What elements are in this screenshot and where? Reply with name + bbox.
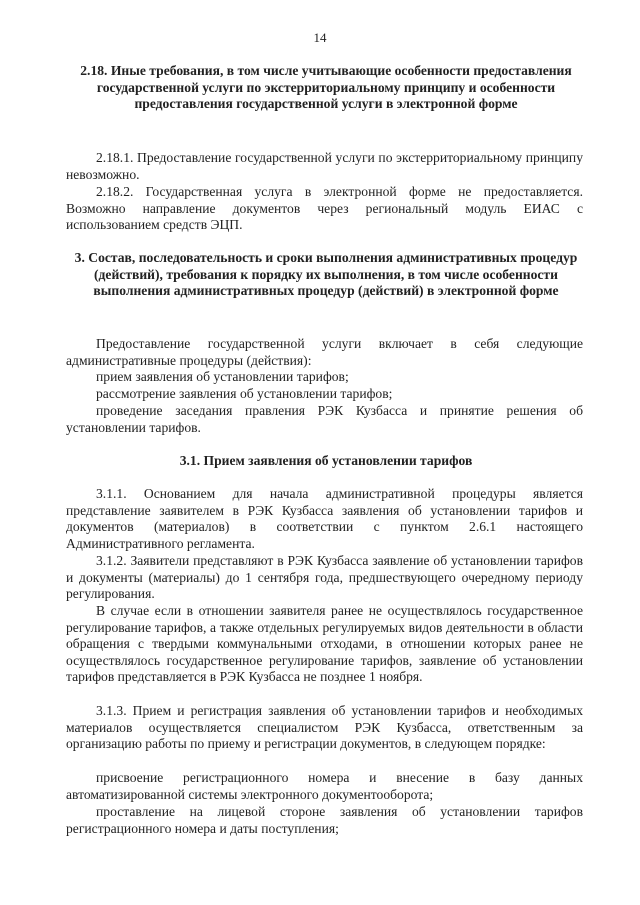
section-2-18-heading: 2.18. Иные требования, в том числе учитывающие особенности предоставления государственной услуги по экстерриториальному принципу и особенности предоставления государственной услуги в электронной форме [80, 63, 572, 112]
paragraph-3-1-3: 3.1.3. Прием и регистрация заявления об установлении тарифов и необходимых материалов осуществляется специалистом РЭК Кузбасса, ответственным за организацию работы по приему и регистрации документов, в следующем порядке: [66, 703, 583, 752]
paragraph-2-18-2: 2.18.2. Государственная услуга в электронной форме не предоставляется. Возможно направление документов через региональный модуль ЕИАС с использованием средств ЭЦП. [66, 184, 583, 233]
procedure-item-3: проведение заседания правления РЭК Кузбасса и принятие решения об установлении тарифов. [66, 403, 583, 435]
registration-step-2: проставление на лицевой стороне заявления об установлении тарифов регистрационного номера и даты поступления; [66, 804, 583, 836]
section-3-intro: Предоставление государственной услуги включает в себя следующие административные процедуры (действия): [66, 336, 583, 368]
procedure-item-1: прием заявления об установлении тарифов; [96, 369, 349, 384]
page-number: 14 [313, 30, 327, 45]
paragraph-2-18-1: 2.18.1. Предоставление государственной услуги по экстерриториальному принципу невозможно. [66, 150, 583, 182]
registration-step-1: присвоение регистрационного номера и внесение в базу данных автоматизированной системы электронного документооборота; [66, 770, 583, 802]
paragraph-3-1-1: 3.1.1. Основанием для начала административной процедуры является представление заявителем в РЭК Кузбасса заявления об установлении тарифов и документов (материалов) в соответствии с пунктом 2.6.1 настоящего Административного регламента. [66, 486, 583, 551]
section-3-1-heading: 3.1. Прием заявления об установлении тарифов [179, 453, 473, 468]
section-3-heading: 3. Состав, последовательность и сроки выполнения административных процедур (действий), требования к порядку их выполнения, в том числе особенности выполнения административных процедур (действий) в электронной форме [74, 250, 578, 299]
procedure-item-2: рассмотрение заявления об установлении тарифов; [96, 386, 393, 401]
paragraph-3-1-2-exception: В случае если в отношении заявителя ранее не осуществлялось государственное регулирование тарифов, а также отдельных регулируемых видов деятельности в области обращения с твердыми коммунальными отходами, в отношении которых ранее не осуществлялось государственное регулирование тарифов, заявление об установлении тарифов представляется в РЭК Кузбасса не позднее 1 ноября. [66, 603, 583, 685]
paragraph-3-1-2: 3.1.2. Заявители представляют в РЭК Кузбасса заявление об установлении тарифов и документы (материалы) до 1 сентября года, предшествующего очередному периоду регулирования. [66, 553, 583, 602]
